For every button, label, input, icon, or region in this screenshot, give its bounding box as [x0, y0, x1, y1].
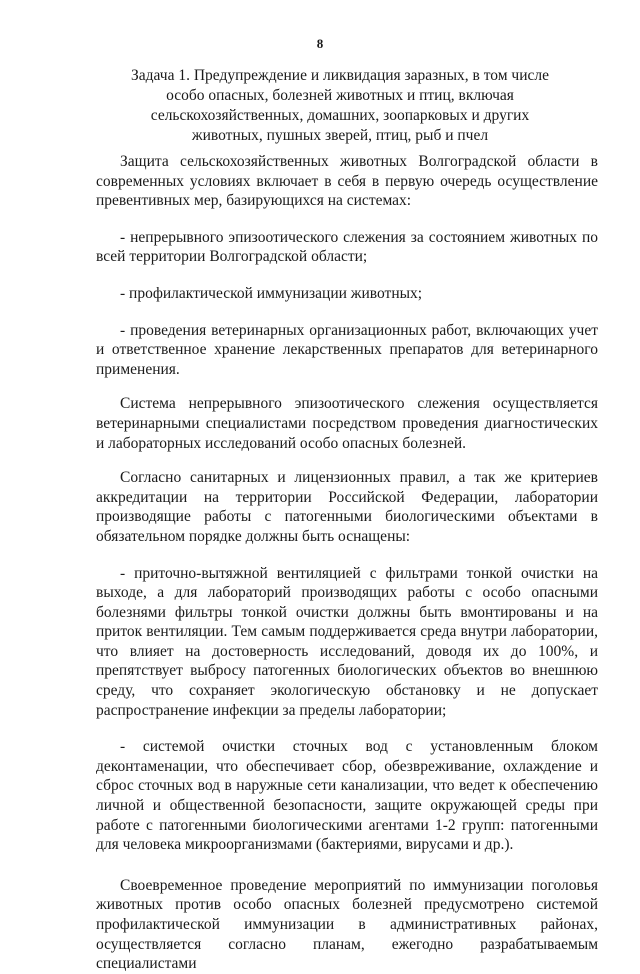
heading-line: животных, пушных зверей, птиц, рыб и пчел — [191, 127, 489, 144]
heading-line: Задача 1. Предупреждение и ликвидация заразных, в том числе — [131, 67, 549, 84]
paragraph-intro: Защита сельскохозяйственных животных Волгоградской области в современных условиях включает в себя в первую очередь осуществление превентивных мер, базирующихся на системах: — [96, 153, 598, 210]
heading-line: сельскохозяйственных, домашних, зоопарковых и других — [150, 107, 530, 124]
section-heading — [120, 66, 560, 146]
list-item-ventilation: - приточно-вытяжной вентиляцией с фильтрами тонкой очистки на выходе, а для лабораторий производящих работы с особо опасными болезнями фильтры тонкой очистки должны быть вмонтированы и на приток вентиляции. Тем самым поддерживается среда внутри лаборатории, что влияет на достоверность исследований, доводя их до 100%, и препятствует выбросу патогенных биологических объектов во внешнюю среду, что сохраняет экологическую обстановку и не допускает распространение инфекции за пределы лаборатории; — [96, 564, 598, 719]
heading-line: особо опасных, болезней животных и птиц, включая — [166, 87, 514, 104]
paragraph-monitoring-system: Система непрерывного эпизоотического слежения осуществляется ветеринарными специалистами посредством проведения диагностических и лабораторных исследований особо опасных болезней. — [96, 395, 598, 452]
page-number: 8 — [316, 36, 324, 51]
paragraph-lab-requirements: Согласно санитарных и лицензионных правил, а так же критериев аккредитации на территории Российской Федерации, лаборатории производящие работы с патогенными биологическими объектами в обязательном порядке должны быть оснащены: — [96, 469, 598, 545]
paragraph-immunization: Своевременное проведение мероприятий по иммунизации поголовья животных против особо опасных болезней предусмотрено системой профилактической иммунизации в административных районах, осуществляется согласно планам, ежегодно разрабатываемым специалистами — [96, 876, 598, 973]
list-item-organizational: - проведения ветеринарных организационных работ, включающих учет и ответственное хранение лекарственных препаратов для ветеринарного применения. — [96, 321, 598, 378]
list-item-immunization: - профилактической иммунизации животных; — [120, 284, 423, 302]
list-item-monitoring: - непрерывного эпизоотического слежения за состоянием животных по всей территории Волгоградской области; — [96, 228, 598, 266]
list-item-wastewater: - системой очистки сточных вод с установленным блоком деконтаменации, что обеспечивает сбор, обезвреживание, охлаждение и сброс сточных вод в наружные сети канализации, что ведет к обеспечению личной и общественной безопасности, защите окружающей среды при работе с патогенными биологическими агентами 1-2 групп: патогенными для человека микроорганизмами (бактериями, вирусами и др.). — [96, 738, 598, 854]
document-body — [96, 152, 598, 974]
